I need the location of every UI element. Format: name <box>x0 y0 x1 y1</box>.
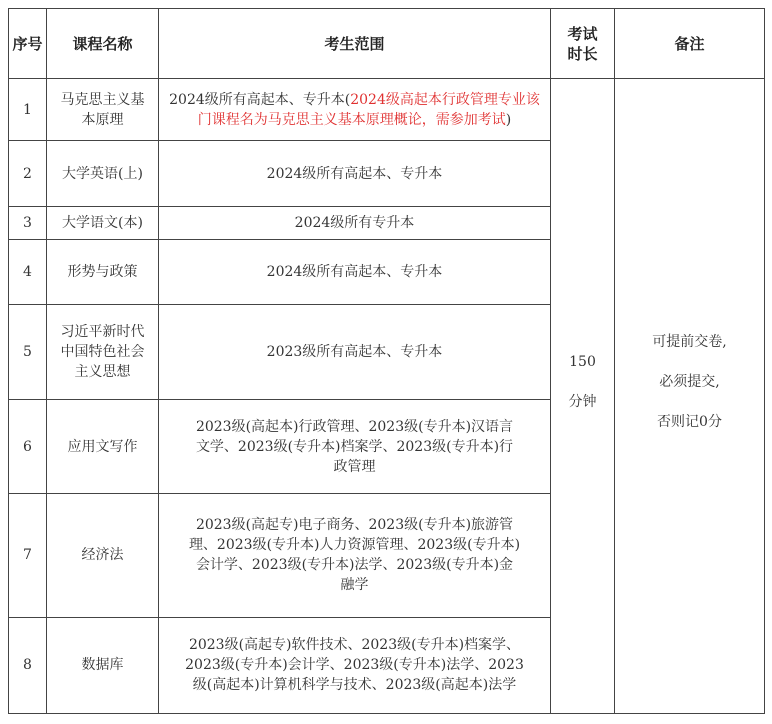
course-name-line: 马克思主义基 <box>60 91 145 108</box>
scope-line: 2023级(专升本)会计学、2023级(专升本)法学、2023 <box>185 657 524 674</box>
course-name: 大学语文(本) <box>47 207 159 240</box>
course-name-line: 主义思想 <box>74 364 131 381</box>
course-name-line: 中国特色社会 <box>60 344 145 361</box>
scope-cell: 2023级所有高起本、专升本 <box>159 305 551 400</box>
row-index: 3 <box>9 207 47 240</box>
course-name <box>47 79 159 141</box>
scope-line: 级(高起本)计算机科学与技术、2023级(高起本)法学 <box>192 677 517 694</box>
header-index: 序号 <box>9 9 47 79</box>
header-row <box>9 9 765 79</box>
note-line: 否则记0分 <box>657 414 722 430</box>
header-duration-line1: 考试 <box>567 24 598 43</box>
scope-line: 会计学、2023级(专升本)法学、2023级(专升本)金 <box>195 557 514 574</box>
scope-line: 理、2023级(专升本)人力资源管理、2023级(专升本) <box>188 537 521 554</box>
row-index: 5 <box>9 305 47 400</box>
header-duration-line2: 时长 <box>567 44 598 63</box>
course-name <box>47 305 159 400</box>
scope-cell <box>159 617 551 713</box>
duration-unit: 分钟 <box>568 394 597 410</box>
course-name-line: 本原理 <box>81 111 124 128</box>
header-course-name: 课程名称 <box>47 9 159 79</box>
scope-line: 政管理 <box>333 458 376 475</box>
note-cell <box>615 79 765 714</box>
header-note: 备注 <box>615 9 765 79</box>
scope-line: 融学 <box>340 577 369 594</box>
course-name: 应用文写作 <box>47 400 159 493</box>
duration-cell <box>551 79 615 714</box>
row-index: 4 <box>9 240 47 305</box>
scope-cell: 2024级所有高起本、专升本 <box>159 240 551 305</box>
scope-text-suffix: ) <box>505 111 512 128</box>
course-name: 数据库 <box>47 617 159 713</box>
note-line: 必须提交, <box>659 374 720 390</box>
scope-cell: 2024级所有专升本 <box>159 207 551 240</box>
course-name-line: 习近平新时代 <box>60 324 145 341</box>
duration-value: 150 <box>569 354 596 370</box>
header-scope: 考生范围 <box>159 9 551 79</box>
scope-line: 2023级(高起专)电子商务、2023级(专升本)旅游管 <box>195 517 514 534</box>
scope-cell <box>159 79 551 141</box>
row-index: 2 <box>9 141 47 207</box>
course-name: 大学英语(上) <box>47 141 159 207</box>
course-name: 经济法 <box>47 493 159 617</box>
scope-line: 文学、2023级(专升本)档案学、2023级(专升本)行 <box>195 438 514 455</box>
row-index: 1 <box>9 79 47 141</box>
scope-cell <box>159 400 551 493</box>
scope-note-red: 2024级高起本行政管理专业该门课程名为马克思主义基本原理概论，需参加考试 <box>197 91 540 128</box>
table-row <box>9 79 765 141</box>
scope-line: 2023级(高起专)软件技术、2023级(专升本)档案学、 <box>188 637 521 654</box>
scope-line: 2023级(高起本)行政管理、2023级(专升本)汉语言 <box>195 418 514 435</box>
scope-cell <box>159 493 551 617</box>
scope-cell: 2024级所有高起本、专升本 <box>159 141 551 207</box>
row-index: 6 <box>9 400 47 493</box>
row-index: 8 <box>9 617 47 713</box>
course-name: 形势与政策 <box>47 240 159 305</box>
row-index: 7 <box>9 493 47 617</box>
header-duration <box>551 9 615 79</box>
scope-text: 2024级所有高起本、专升本( <box>169 91 351 108</box>
exam-schedule-table <box>8 8 765 714</box>
note-line: 可提前交卷, <box>652 334 727 350</box>
